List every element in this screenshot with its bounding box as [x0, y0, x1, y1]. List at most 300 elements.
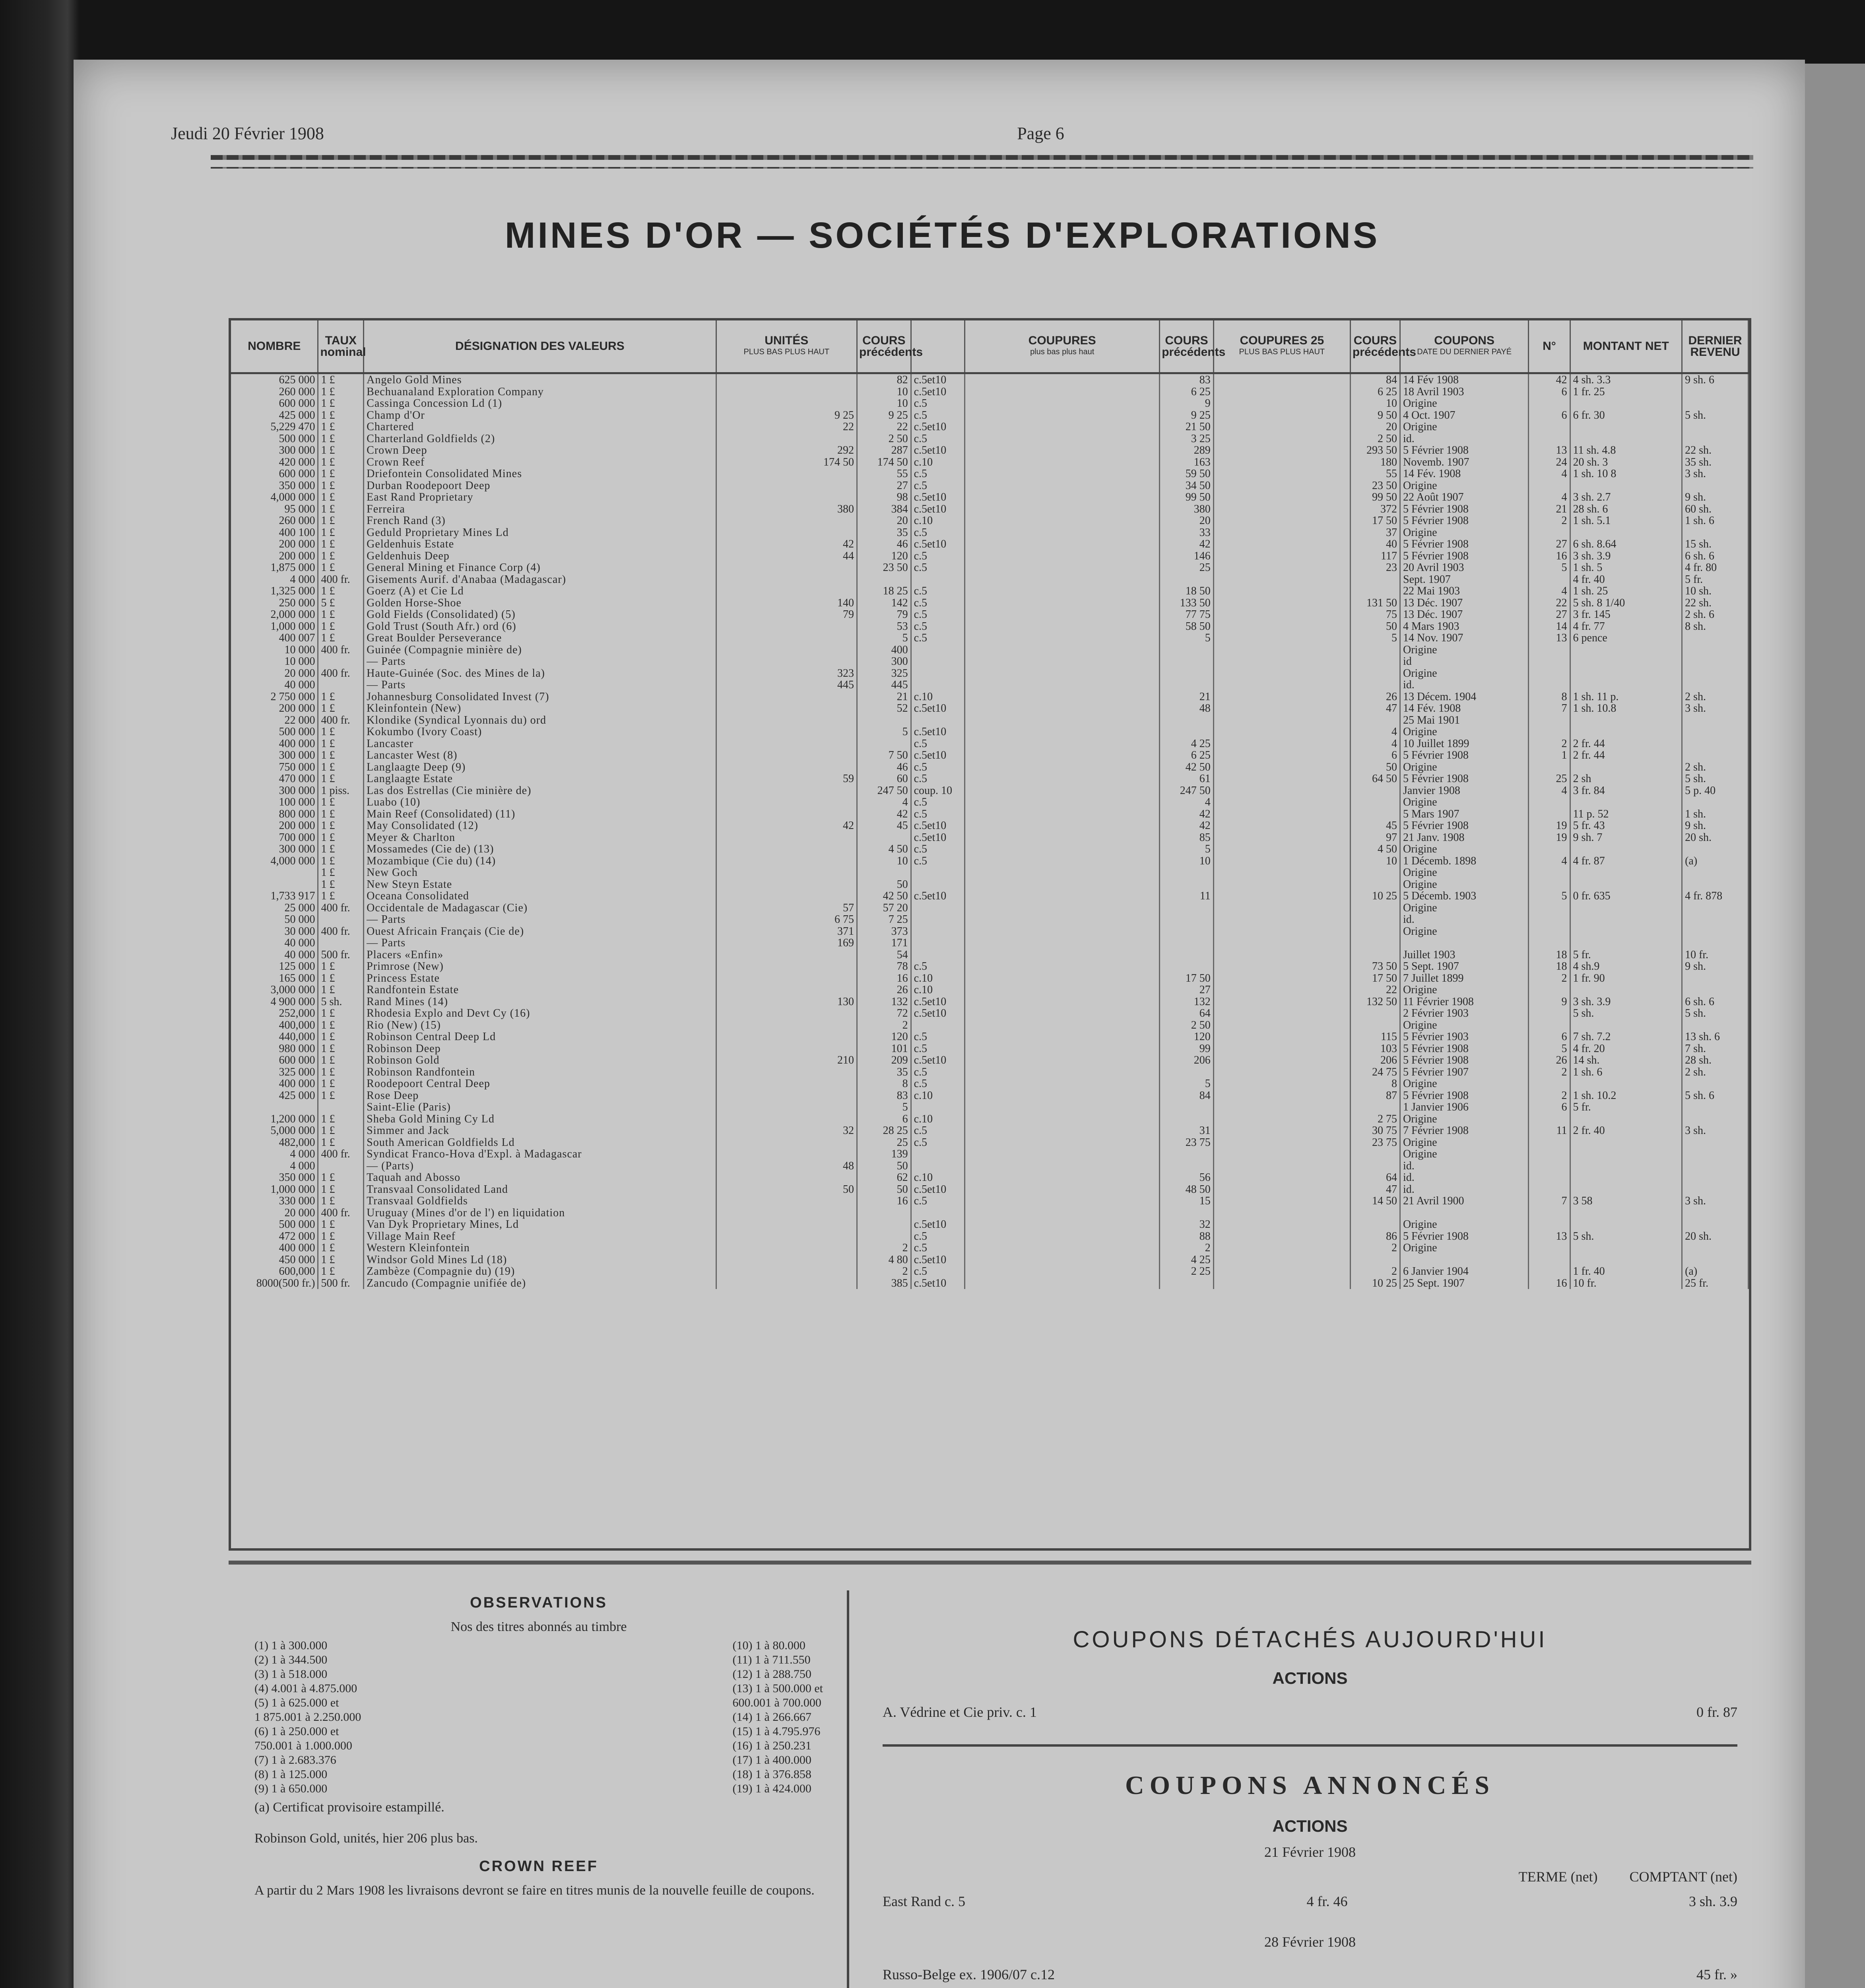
cell-nombre: 425 000 — [231, 410, 318, 421]
cell-cours: 18 25 — [857, 585, 911, 597]
cell-cours: 174 50 — [857, 456, 911, 468]
table-row — [231, 1219, 1749, 1231]
cell-nombre: 350 000 — [231, 480, 318, 492]
cell-coupure-type — [911, 879, 965, 891]
cell-date: 4 Mars 1903 — [1400, 621, 1529, 633]
cell-coupures-25 — [1213, 1266, 1350, 1277]
cell-date: id. — [1400, 1172, 1529, 1184]
cell-designation: Champ d'Or — [364, 410, 716, 421]
cell-designation: New Steyn Estate — [364, 879, 716, 891]
table-row — [231, 691, 1749, 703]
cell-cours-3 — [1350, 679, 1400, 691]
table-row — [231, 503, 1749, 515]
cell-date: 1 Janvier 1906 — [1400, 1101, 1529, 1113]
cell-cours-2 — [1160, 914, 1214, 926]
cell-coupure-type — [911, 574, 965, 586]
cell-coupures-25 — [1213, 668, 1350, 679]
cell-date: Origine — [1400, 796, 1529, 808]
cell-cours-2: 132 — [1160, 996, 1214, 1008]
cell-cours-2 — [1160, 679, 1214, 691]
cell-date: 14 Fév. 1908 — [1400, 468, 1529, 480]
cell-designation: General Mining et Finance Corp (4) — [364, 562, 716, 574]
cell-revenu — [1682, 632, 1749, 644]
cell-montant: 2 fr. 40 — [1570, 1125, 1682, 1137]
cell-cours-2 — [1160, 1148, 1214, 1160]
cell-taux — [318, 656, 364, 668]
cell-date: 5 Février 1903 — [1400, 1031, 1529, 1043]
cell-cours-3: 64 — [1350, 1172, 1400, 1184]
annonces-actions-heading: ACTIONS — [1272, 1817, 1348, 1835]
cell-revenu — [1682, 1219, 1749, 1231]
cell-number — [1529, 656, 1570, 668]
cell-number — [1529, 714, 1570, 726]
cell-designation: Sheba Gold Mining Cy Ld — [364, 1113, 716, 1125]
cell-cours-2: 27 — [1160, 984, 1214, 996]
cell-coupures-25 — [1213, 632, 1350, 644]
cell-unites: 130 — [716, 996, 857, 1008]
cell-number — [1529, 914, 1570, 926]
cell-taux: 1 £ — [318, 1266, 364, 1277]
cell-designation: Geldenhuis Deep — [364, 550, 716, 562]
cell-revenu: 7 sh. — [1682, 1043, 1749, 1055]
cell-unites — [716, 714, 857, 726]
cell-coupures-25 — [1213, 973, 1350, 984]
cell-revenu — [1682, 867, 1749, 879]
cell-coupure-type: c.5 — [911, 585, 965, 597]
cell-coupures — [965, 703, 1160, 714]
cell-cours — [857, 738, 911, 750]
cell-unites — [716, 796, 857, 808]
cell-coupures — [965, 832, 1160, 844]
cell-number — [1529, 398, 1570, 410]
cell-cours: 22 — [857, 421, 911, 433]
cell-designation: Haute-Guinée (Soc. des Mines de la) — [364, 668, 716, 679]
cell-cours: 28 25 — [857, 1125, 911, 1137]
cell-taux: 1 £ — [318, 503, 364, 515]
cell-number: 6 — [1529, 1101, 1570, 1113]
cell-revenu: 3 sh. — [1682, 1125, 1749, 1137]
cell-cours-2 — [1160, 1066, 1214, 1078]
cell-taux: 1 £ — [318, 538, 364, 550]
cell-number: 14 — [1529, 621, 1570, 633]
cell-montant — [1570, 1148, 1682, 1160]
observation-entry: (11) 1 à 711.550 — [732, 1653, 811, 1666]
table-row — [231, 914, 1749, 926]
cell-unites — [716, 890, 857, 902]
cell-taux: 1 £ — [318, 562, 364, 574]
table-row — [231, 1008, 1749, 1019]
cell-cours-3: 37 — [1350, 527, 1400, 539]
cell-coupures-25 — [1213, 679, 1350, 691]
cell-nombre: 250 000 — [231, 597, 318, 609]
cell-taux: 1 £ — [318, 973, 364, 984]
cell-coupures — [965, 609, 1160, 621]
cell-cours: 139 — [857, 1148, 911, 1160]
cell-unites: 42 — [716, 538, 857, 550]
cell-nombre: 200 000 — [231, 538, 318, 550]
cell-unites — [716, 1242, 857, 1254]
cell-montant — [1570, 1160, 1682, 1172]
cell-cours-3: 97 — [1350, 832, 1400, 844]
cell-unites: 79 — [716, 609, 857, 621]
cell-cours-2: 10 — [1160, 855, 1214, 867]
cell-designation: Goerz (A) et Cie Ld — [364, 585, 716, 597]
cell-revenu — [1682, 1148, 1749, 1160]
cell-nombre: 5,000 000 — [231, 1125, 318, 1137]
cell-unites — [716, 832, 857, 844]
cell-nombre: 440,000 — [231, 1031, 318, 1043]
cell-montant: 0 fr. 635 — [1570, 890, 1682, 902]
cell-coupure-type — [911, 1207, 965, 1219]
cell-number: 26 — [1529, 1054, 1570, 1066]
cell-revenu — [1682, 914, 1749, 926]
cell-designation: Golden Horse-Shoe — [364, 597, 716, 609]
cell-revenu: 20 sh. — [1682, 1231, 1749, 1242]
table-row — [231, 550, 1749, 562]
observation-entry: (12) 1 à 288.750 — [732, 1668, 811, 1681]
cell-cours: 171 — [857, 937, 911, 949]
cell-designation: Langlaagte Estate — [364, 773, 716, 785]
coupures-label: COUPURES — [1028, 334, 1096, 347]
cell-date: Origine — [1400, 1019, 1529, 1031]
cell-coupure-type: c.5et10 — [911, 890, 965, 902]
cell-unites — [716, 1043, 857, 1055]
cell-unites — [716, 433, 857, 445]
cell-cours-2: 48 — [1160, 703, 1214, 714]
cell-designation: Main Reef (Consolidated) (11) — [364, 808, 716, 820]
cell-designation: Ouest Africain Français (Cie de) — [364, 926, 716, 938]
cell-coupures-25 — [1213, 1101, 1350, 1113]
cell-coupure-type — [911, 914, 965, 926]
cell-montant: 1 sh. 10.2 — [1570, 1090, 1682, 1102]
table-row — [231, 468, 1749, 480]
cell-coupure-type — [911, 644, 965, 656]
cell-montant: 5 sh. 8 1/40 — [1570, 597, 1682, 609]
cell-taux: 1 £ — [318, 1078, 364, 1090]
annonces-date-2: 28 Février 1908 — [1264, 1934, 1356, 1950]
cell-designation: Geldenhuis Estate — [364, 538, 716, 550]
cell-nombre: 750 000 — [231, 761, 318, 773]
cell-designation: Syndicat Franco-Hova d'Expl. à Madagascar — [364, 1148, 716, 1160]
cell-date: id. — [1400, 1184, 1529, 1196]
cell-designation: Crown Deep — [364, 445, 716, 456]
cell-revenu — [1682, 679, 1749, 691]
cell-coupures — [965, 902, 1160, 914]
cell-revenu: 1 sh. 6 — [1682, 515, 1749, 527]
cell-cours-2: 59 50 — [1160, 468, 1214, 480]
cell-coupure-type: c.5et10 — [911, 421, 965, 433]
cell-cours-3: 23 — [1350, 562, 1400, 574]
cell-cours-2: 5 — [1160, 632, 1214, 644]
table-row — [231, 902, 1749, 914]
coupures-sub: plus bas plus haut — [1030, 348, 1095, 356]
cell-coupures-25 — [1213, 1207, 1350, 1219]
cell-cours: 384 — [857, 503, 911, 515]
cell-cours-3: 131 50 — [1350, 597, 1400, 609]
eastrand-comptant: 3 sh. 3.9 — [1688, 1893, 1737, 1909]
russo-value: 45 fr. » — [1696, 1967, 1737, 1982]
cell-coupure-type: c.10 — [911, 515, 965, 527]
cell-revenu: 10 fr. — [1682, 949, 1749, 961]
cell-cours — [857, 832, 911, 844]
coupons-annonces-title: COUPONS ANNONCÉS — [1125, 1771, 1495, 1800]
cell-designation: Angelo Gold Mines — [364, 373, 716, 386]
cell-taux: 400 fr. — [318, 644, 364, 656]
cell-nombre: 40 000 — [231, 949, 318, 961]
cell-coupures-25 — [1213, 398, 1350, 410]
observations-right-list — [733, 1639, 823, 1796]
cell-taux: 1 £ — [318, 890, 364, 902]
cell-designation: Zancudo (Compagnie unifiée de) — [364, 1277, 716, 1289]
cell-date: 21 Avril 1900 — [1400, 1195, 1529, 1207]
cell-nombre: 600,000 — [231, 1266, 318, 1277]
cell-cours-2: 31 — [1160, 1125, 1214, 1137]
cell-revenu: 22 sh. — [1682, 597, 1749, 609]
cell-coupures — [965, 726, 1160, 738]
cell-designation: Van Dyk Proprietary Mines, Ld — [364, 1219, 716, 1231]
cell-cours-2 — [1160, 656, 1214, 668]
table-row — [231, 538, 1749, 550]
cell-nombre: 300 000 — [231, 785, 318, 797]
cell-designation: Simmer and Jack — [364, 1125, 716, 1137]
cell-taux: 1 £ — [318, 738, 364, 750]
table-row — [231, 1066, 1749, 1078]
table-row — [231, 714, 1749, 726]
cell-designation: — Parts — [364, 656, 716, 668]
cell-cours: 6 — [857, 1113, 911, 1125]
russo-label: Russo-Belge ex. 1906/07 c.12 — [883, 1967, 1055, 1982]
cell-unites — [716, 1066, 857, 1078]
cell-date: 13 Décem. 1904 — [1400, 691, 1529, 703]
cell-revenu: 2 sh. — [1682, 1066, 1749, 1078]
table-row — [231, 1113, 1749, 1125]
cell-coupure-type: c.5et10 — [911, 445, 965, 456]
cell-cours-2: 17 50 — [1160, 973, 1214, 984]
cell-cours-2 — [1160, 644, 1214, 656]
mines-table-frame — [229, 318, 1751, 1551]
cell-designation: Gold Fields (Consolidated) (5) — [364, 609, 716, 621]
cell-montant: 6 sh. 8.64 — [1570, 538, 1682, 550]
cell-coupure-type: coup. 10 — [911, 785, 965, 797]
cell-cours-3: 22 — [1350, 984, 1400, 996]
cell-coupure-type: c.5 — [911, 468, 965, 480]
cell-taux: 1 £ — [318, 1090, 364, 1102]
cell-taux: 1 piss. — [318, 785, 364, 797]
cell-designation: May Consolidated (12) — [364, 820, 716, 832]
cell-nombre: 482,000 — [231, 1137, 318, 1149]
observation-entry: (2) 1 à 344.500 — [254, 1653, 328, 1666]
cell-coupure-type: c.5 — [911, 1195, 965, 1207]
cell-nombre: 980 000 — [231, 1043, 318, 1055]
cell-cours: 21 — [857, 691, 911, 703]
cell-designation: East Rand Proprietary — [364, 491, 716, 503]
cell-cours-2 — [1160, 1101, 1214, 1113]
table-row — [231, 456, 1749, 468]
cell-unites — [716, 1031, 857, 1043]
cell-revenu: 6 sh. 6 — [1682, 550, 1749, 562]
cell-coupure-type: c.5et10 — [911, 832, 965, 844]
cell-coupure-type: c.5 — [911, 550, 965, 562]
cell-nombre: 1,200 000 — [231, 1113, 318, 1125]
cell-coupures — [965, 1172, 1160, 1184]
cell-coupures-25 — [1213, 749, 1350, 761]
cell-coupures — [965, 926, 1160, 938]
cell-number — [1529, 1184, 1570, 1196]
cell-montant — [1570, 1219, 1682, 1231]
cell-coupures — [965, 644, 1160, 656]
cell-taux: 1 £ — [318, 726, 364, 738]
cell-number: 13 — [1529, 1231, 1570, 1242]
cell-coupure-type — [911, 1160, 965, 1172]
cell-cours: 373 — [857, 926, 911, 938]
cell-cours-3: 86 — [1350, 1231, 1400, 1242]
cell-cours-2 — [1160, 726, 1214, 738]
cell-coupures-25 — [1213, 1148, 1350, 1160]
cell-cours-2: 42 — [1160, 538, 1214, 550]
cell-cours-3 — [1350, 1008, 1400, 1019]
cell-coupures-25 — [1213, 373, 1350, 386]
cell-cours: 209 — [857, 1054, 911, 1066]
cell-nombre: 40 000 — [231, 937, 318, 949]
cell-revenu — [1682, 714, 1749, 726]
cell-montant — [1570, 1242, 1682, 1254]
cell-coupure-type: c.5et10 — [911, 1184, 965, 1196]
cell-unites — [716, 1148, 857, 1160]
cell-nombre: 2 750 000 — [231, 691, 318, 703]
cell-number: 16 — [1529, 1277, 1570, 1289]
cell-unites — [716, 562, 857, 574]
cell-number: 7 — [1529, 1195, 1570, 1207]
cell-number — [1529, 1266, 1570, 1277]
cell-coupures — [965, 1219, 1160, 1231]
cell-unites: 140 — [716, 597, 857, 609]
cell-nombre: 472 000 — [231, 1231, 318, 1242]
cell-montant: 5 sh. — [1570, 1231, 1682, 1242]
cell-number: 18 — [1529, 949, 1570, 961]
cell-coupure-type: c.5et10 — [911, 503, 965, 515]
cell-nombre: 30 000 — [231, 926, 318, 938]
cell-number: 2 — [1529, 515, 1570, 527]
cell-coupures-25 — [1213, 1078, 1350, 1090]
cell-coupure-type: c.5 — [911, 433, 965, 445]
cell-cours-3 — [1350, 808, 1400, 820]
cell-coupures — [965, 1137, 1160, 1149]
cell-cours: 23 50 — [857, 562, 911, 574]
cell-coupures — [965, 1090, 1160, 1102]
cell-coupure-type: c.5 — [911, 1066, 965, 1078]
cell-cours: 5 — [857, 632, 911, 644]
cell-taux: 400 fr. — [318, 1207, 364, 1219]
table-row — [231, 1254, 1749, 1266]
cell-nombre: 1,325 000 — [231, 585, 318, 597]
cell-cours: 55 — [857, 468, 911, 480]
cell-cours-3: 6 — [1350, 749, 1400, 761]
cell-cours-2: 6 25 — [1160, 749, 1214, 761]
cell-cours-3: 10 25 — [1350, 1277, 1400, 1289]
cell-coupure-type — [911, 656, 965, 668]
cell-revenu: 9 sh. 6 — [1682, 373, 1749, 386]
cell-designation: Robinson Randfontein — [364, 1066, 716, 1078]
cell-revenu — [1682, 879, 1749, 891]
cell-date: 14 Fév 1908 — [1400, 373, 1529, 386]
cell-designation: Crown Reef — [364, 456, 716, 468]
cell-number — [1529, 761, 1570, 773]
cell-cours-2: 247 50 — [1160, 785, 1214, 797]
cell-coupures — [965, 1184, 1160, 1196]
cell-cours-3: 4 — [1350, 738, 1400, 750]
cell-cours-2: 4 — [1160, 796, 1214, 808]
table-row — [231, 1101, 1749, 1113]
cell-date: Origine — [1400, 1113, 1529, 1125]
cell-coupure-type: c.5 — [911, 1043, 965, 1055]
cell-date: 7 Février 1908 — [1400, 1125, 1529, 1137]
table-row — [231, 1242, 1749, 1254]
cell-cours-3: 115 — [1350, 1031, 1400, 1043]
cell-cours-3 — [1350, 585, 1400, 597]
cell-unites: 292 — [716, 445, 857, 456]
cell-designation: Langlaagte Deep (9) — [364, 761, 716, 773]
table-row — [231, 738, 1749, 750]
cell-montant — [1570, 1113, 1682, 1125]
observations-subtitle: Nos des titres abonnés au timbre — [450, 1619, 627, 1634]
cell-taux: 1 £ — [318, 1184, 364, 1196]
cell-revenu — [1682, 1254, 1749, 1266]
cell-cours-2 — [1160, 937, 1214, 949]
cell-unites — [716, 1277, 857, 1289]
table-row — [231, 996, 1749, 1008]
cell-revenu: 2 sh. 6 — [1682, 609, 1749, 621]
cell-date: Origine — [1400, 1242, 1529, 1254]
cell-nombre: 20 000 — [231, 668, 318, 679]
cell-number — [1529, 421, 1570, 433]
cell-cours: 46 — [857, 761, 911, 773]
cell-unites — [716, 480, 857, 492]
cell-date: Origine — [1400, 761, 1529, 773]
cell-revenu: 3 sh. — [1682, 703, 1749, 714]
cell-number: 1 — [1529, 749, 1570, 761]
table-row — [231, 562, 1749, 574]
cell-coupure-type: c.5 — [911, 562, 965, 574]
col-unites — [716, 320, 857, 373]
top-rule-thin — [211, 167, 1753, 169]
cell-cours-2: 88 — [1160, 1231, 1214, 1242]
col-taux: TAUX nominal — [318, 320, 364, 373]
cell-nombre: 400 000 — [231, 1242, 318, 1254]
cell-revenu: 35 sh. — [1682, 456, 1749, 468]
coupures25-sub: PLUS BAS PLUS HAUT — [1239, 348, 1325, 356]
cell-cours: 54 — [857, 949, 911, 961]
cell-nombre: 500 000 — [231, 726, 318, 738]
observation-entry: (16) 1 à 250.231 — [732, 1739, 811, 1752]
table-row — [231, 1054, 1749, 1066]
cell-nombre: 300 000 — [231, 445, 318, 456]
table-row — [231, 480, 1749, 492]
cell-montant: 3 sh. 2.7 — [1570, 491, 1682, 503]
cell-coupure-type: c.5 — [911, 480, 965, 492]
cell-cours-2: 18 50 — [1160, 585, 1214, 597]
cell-taux: 1 £ — [318, 1113, 364, 1125]
cell-taux: 1 £ — [318, 1019, 364, 1031]
cell-coupure-type: c.5 — [911, 609, 965, 621]
cell-taux: 500 fr. — [318, 1277, 364, 1289]
cell-taux: 400 fr. — [318, 714, 364, 726]
cell-date: 13 Déc. 1907 — [1400, 597, 1529, 609]
cell-coupures-25 — [1213, 1019, 1350, 1031]
cell-taux: 1 £ — [318, 1137, 364, 1149]
cell-cours-3: 10 25 — [1350, 890, 1400, 902]
cell-cours-2: 163 — [1160, 456, 1214, 468]
cell-nombre: 5,229 470 — [231, 421, 318, 433]
